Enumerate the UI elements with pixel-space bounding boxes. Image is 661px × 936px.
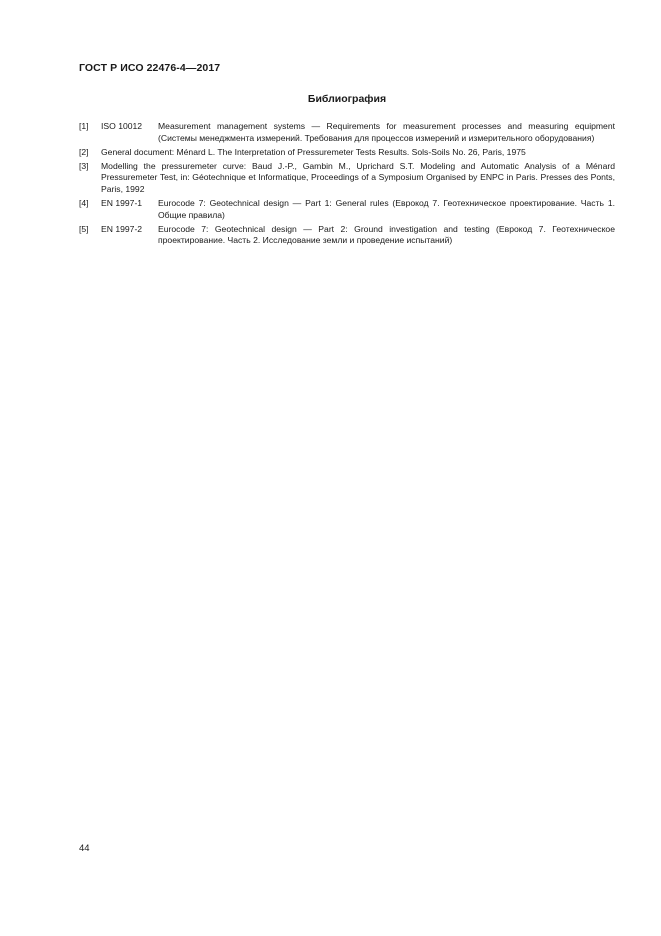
bibliography-title: Библиография	[307, 93, 387, 105]
entry-code: EN 1997-2	[101, 223, 143, 234]
bibliography-entry-3	[79, 161, 615, 196]
entry-number: [3]	[79, 160, 89, 171]
bibliography-entry-2	[79, 147, 615, 159]
entry-code: ISO 10012	[101, 121, 143, 131]
page-number: 44	[79, 843, 90, 854]
bibliography-entry-5	[79, 224, 615, 247]
bibliography-entry-1	[79, 121, 615, 144]
entry-number: [1]	[79, 121, 89, 131]
entry-number: [5]	[79, 223, 89, 234]
entry-text: Measurement management systems — Requirements for measurement processes and measuring equipment (Системы менеджмента измерений. Требования для процессов измерений и измерительного оборудования)	[158, 121, 615, 143]
entry-text: Eurocode 7: Geotechnical design — Part 1: General rules (Еврокод 7. Геотехническое проектирование. Часть 1. Общие правила)	[158, 198, 615, 220]
bibliography-entry-4	[79, 198, 615, 221]
document-header: ГОСТ Р ИСО 22476-4—2017	[79, 62, 221, 74]
entry-code: EN 1997-1	[101, 198, 143, 209]
bibliography-list	[79, 121, 615, 249]
entry-number: [4]	[79, 198, 89, 209]
entry-text: Modelling the pressuremeter curve: Baud J.-P., Gambin M., Uprichard S.T. Modeling and Automatic Analysis of a Ménard Pressuremeter Test, in: Géotechnique et Informatique, Proceedings of a Symposium Organised by ENPC in Paris. Presses des Ponts, Paris, 1992	[101, 160, 615, 194]
entry-text: General document: Ménard L. The Interpretation of Pressuremeter Tests Results. Sols-Soils No. 26, Paris, 1975	[101, 146, 526, 157]
entry-text: Eurocode 7: Geotechnical design — Part 2: Ground investigation and testing (Еврокод 7. Геотехническое проектирование. Часть 2. Исследование земли и проведение испытаний)	[158, 223, 615, 246]
entry-number: [2]	[79, 146, 89, 157]
